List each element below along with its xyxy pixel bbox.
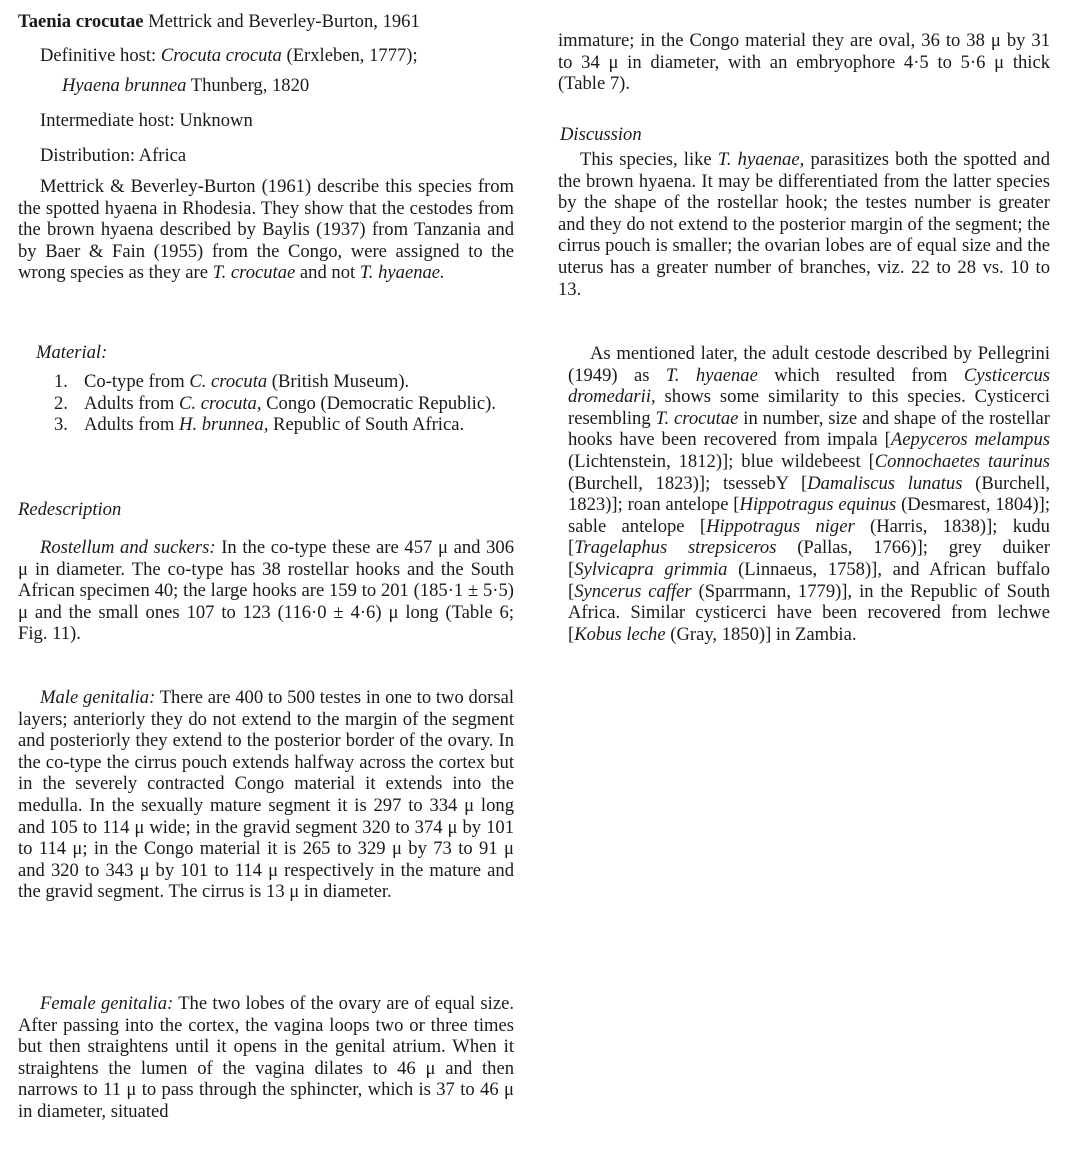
definitive-host-label: Definitive host:	[40, 45, 161, 66]
discussion-2-segment: T. crocutae	[655, 407, 739, 429]
discussion-2-segment: Connochaetes taurinus	[874, 450, 1051, 472]
discussion-heading: Discussion	[560, 124, 642, 145]
host1-name: Crocuta crocuta	[160, 45, 282, 66]
definitive-host-line-2	[62, 75, 309, 97]
rostellum-label: Rostellum and suckers:	[40, 537, 216, 558]
discussion-2-segment: T. hyaenae	[665, 364, 758, 386]
intro-text-a: Mettrick & Beverley-Burton (1961) describe this species from the spotted hyaena in Rhodesia. They show that the cestodes from the brown hyaena described by Baylis (1937) from Tanzania and by Baer & Fain (1955) from the Congo, were assigned to the wrong species as they are	[18, 176, 514, 284]
intermediate-host-line: Intermediate host: Unknown	[40, 110, 253, 131]
intro-text-c: and not	[295, 262, 360, 284]
discussion-2-segment: (Linnaeus, 1758)], and African buffalo [	[568, 558, 1050, 602]
redescription-heading: Redescription	[18, 499, 122, 520]
intro-text-b: T. crocutae	[212, 262, 296, 284]
material-item-number: 3.	[54, 414, 68, 436]
discussion-2-segment: Sylvicapra grimmia	[574, 558, 728, 580]
material-heading: Material:	[36, 342, 108, 363]
male-genitalia-paragraph	[18, 687, 514, 903]
discussion-2-segment: (Harris, 1838)]; kudu [	[568, 515, 1050, 559]
material-item	[54, 414, 516, 436]
discussion-2-segment: (Sparrmann, 1779)], in the Republic of South Africa. Similar cysticerci have been recovered from lechwe [	[568, 580, 1051, 645]
species-heading	[18, 11, 420, 33]
discussion-2-segment: (Lichtenstein, 1812)]; blue wildebeest [	[568, 450, 875, 472]
material-item-number: 2.	[54, 392, 68, 414]
discussion-2-segment: (Burchell, 1823)]; roan antelope [	[568, 472, 1051, 516]
material-list	[54, 371, 516, 436]
definitive-host-line	[40, 45, 418, 67]
discussion-2-segment: Hippotragus niger	[706, 515, 855, 537]
discussion-text-c: parasitizes both the spotted and the brown hyaena. It may be differentiated from the latter species by the shape of the rostellar hook; the testes number is greater and they do not extend to the posterior margin of the segment; the cirrus pouch is smaller; the ovarian lobes are of equal size and the uterus has a greater number of branches, viz. 22 to 28 vs. 10 to 13.	[558, 149, 1051, 300]
species-authority: Mettrick and Beverley-Burton, 1961	[143, 11, 420, 32]
intro-text-d: T. hyaenae.	[359, 262, 445, 284]
female-genitalia-text: The two lobes of the ovary are of equal size. After passing into the cortex, the vagina loops two or three times but then straightens until it opens in the genital atrium. When it straightens the lumen of the vagina dilates to 46 μ and then narrows to 11 μ to pass through the sphincter, which is 37 to 46 μ in diameter, situated	[18, 993, 514, 1122]
discussion-2-segment: Hippotragus equinus	[739, 494, 897, 516]
male-genitalia-label: Male genitalia:	[40, 687, 156, 708]
rostellum-paragraph	[18, 537, 514, 645]
discussion-2-segment: shows some similarity to this species. Cysticerci resembling	[568, 386, 1050, 429]
material-item-text: Adults from H. brunnea, Republic of South Africa.	[84, 414, 465, 436]
species-name: Taenia crocutae	[18, 11, 144, 32]
host1-authority: (Erxleben, 1777);	[281, 45, 418, 66]
discussion-paragraph-2	[568, 343, 1050, 645]
discussion-2-segment: Kobus leche	[574, 623, 666, 645]
discussion-text-b: T. hyaenae,	[717, 149, 805, 170]
discussion-2-segment: Aepyceros melampus	[890, 429, 1051, 451]
continuation-paragraph: immature; in the Congo material they are oval, 36 to 38 μ by 31 to 34 μ in diameter, with an embryophore 4·5 to 5·6 μ thick (Table 7).	[558, 30, 1050, 95]
intro-paragraph	[18, 176, 514, 284]
material-item-text: Adults from C. crocuta, Congo (Democratic Republic).	[84, 392, 496, 414]
host2-authority: Thunberg, 1820	[186, 75, 310, 96]
discussion-2-segment: Cysticercus dromedarii,	[568, 364, 1050, 408]
distribution-line: Distribution: Africa	[40, 145, 187, 166]
discussion-2-segment: (Desmarest, 1804)]; sable antelope [	[568, 494, 1050, 537]
discussion-paragraph-1	[558, 149, 1050, 300]
discussion-2-segment: in number, size and shape of the rostellar hooks have been recovered from impala [	[568, 407, 1050, 451]
material-item-number: 1.	[54, 371, 68, 392]
material-item	[54, 371, 516, 393]
host2-name: Hyaena brunnea	[62, 75, 187, 96]
female-genitalia-label: Female genitalia:	[40, 993, 174, 1014]
discussion-2-segment: As mentioned later, the adult cestode described by Pellegrini (1949) as	[568, 343, 1050, 386]
discussion-text-a: This species, like	[580, 149, 718, 170]
discussion-2-segment: Damaliscus lunatus	[807, 472, 963, 494]
discussion-2-segment: (Gray, 1850)] in Zambia.	[665, 623, 857, 645]
material-item-text: Co-type from C. crocuta (British Museum).	[84, 371, 410, 392]
material-item	[54, 393, 516, 415]
male-genitalia-text: There are 400 to 500 testes in one to two dorsal layers; anteriorly they do not extend to the margin of the segment and posteriorly they extend to the posterior border of the ovary. In the co-type the cirrus pouch extends halfway across the cortex but in the severely contracted Congo material it extends into the medulla. In the sexually mature segment it is 297 to 334 μ long and 105 to 114 μ wide; in the gravid segment 320 to 374 μ by 101 to 114 μ; in the Congo material it is 265 to 329 μ by 73 to 91 μ and 320 to 343 μ by 101 to 114 μ respectively in the mature and the gravid segment. The cirrus is 13 μ in diameter.	[18, 687, 514, 903]
discussion-2-segment: which resulted from	[757, 364, 964, 386]
discussion-2-segment: (Burchell, 1823)]; tsessebY [	[568, 472, 808, 494]
discussion-2-segment: Tragelaphus strepsiceros	[574, 537, 777, 559]
discussion-2-segment: Syncerus caffer	[574, 580, 692, 602]
female-genitalia-paragraph	[18, 993, 514, 1123]
rostellum-text: In the co-type these are 457 μ and 306 μ in diameter. The co-type has 38 rostellar hooks and the South African specimen 40; the large hooks are 159 to 201 (185·1 ± 5·5) μ and the small ones 107 to 123 (116·0 ± 4·6) μ long (Table 6; Fig. 11).	[18, 537, 514, 645]
discussion-2-segment: (Pallas, 1766)]; grey duiker [	[568, 537, 1050, 580]
